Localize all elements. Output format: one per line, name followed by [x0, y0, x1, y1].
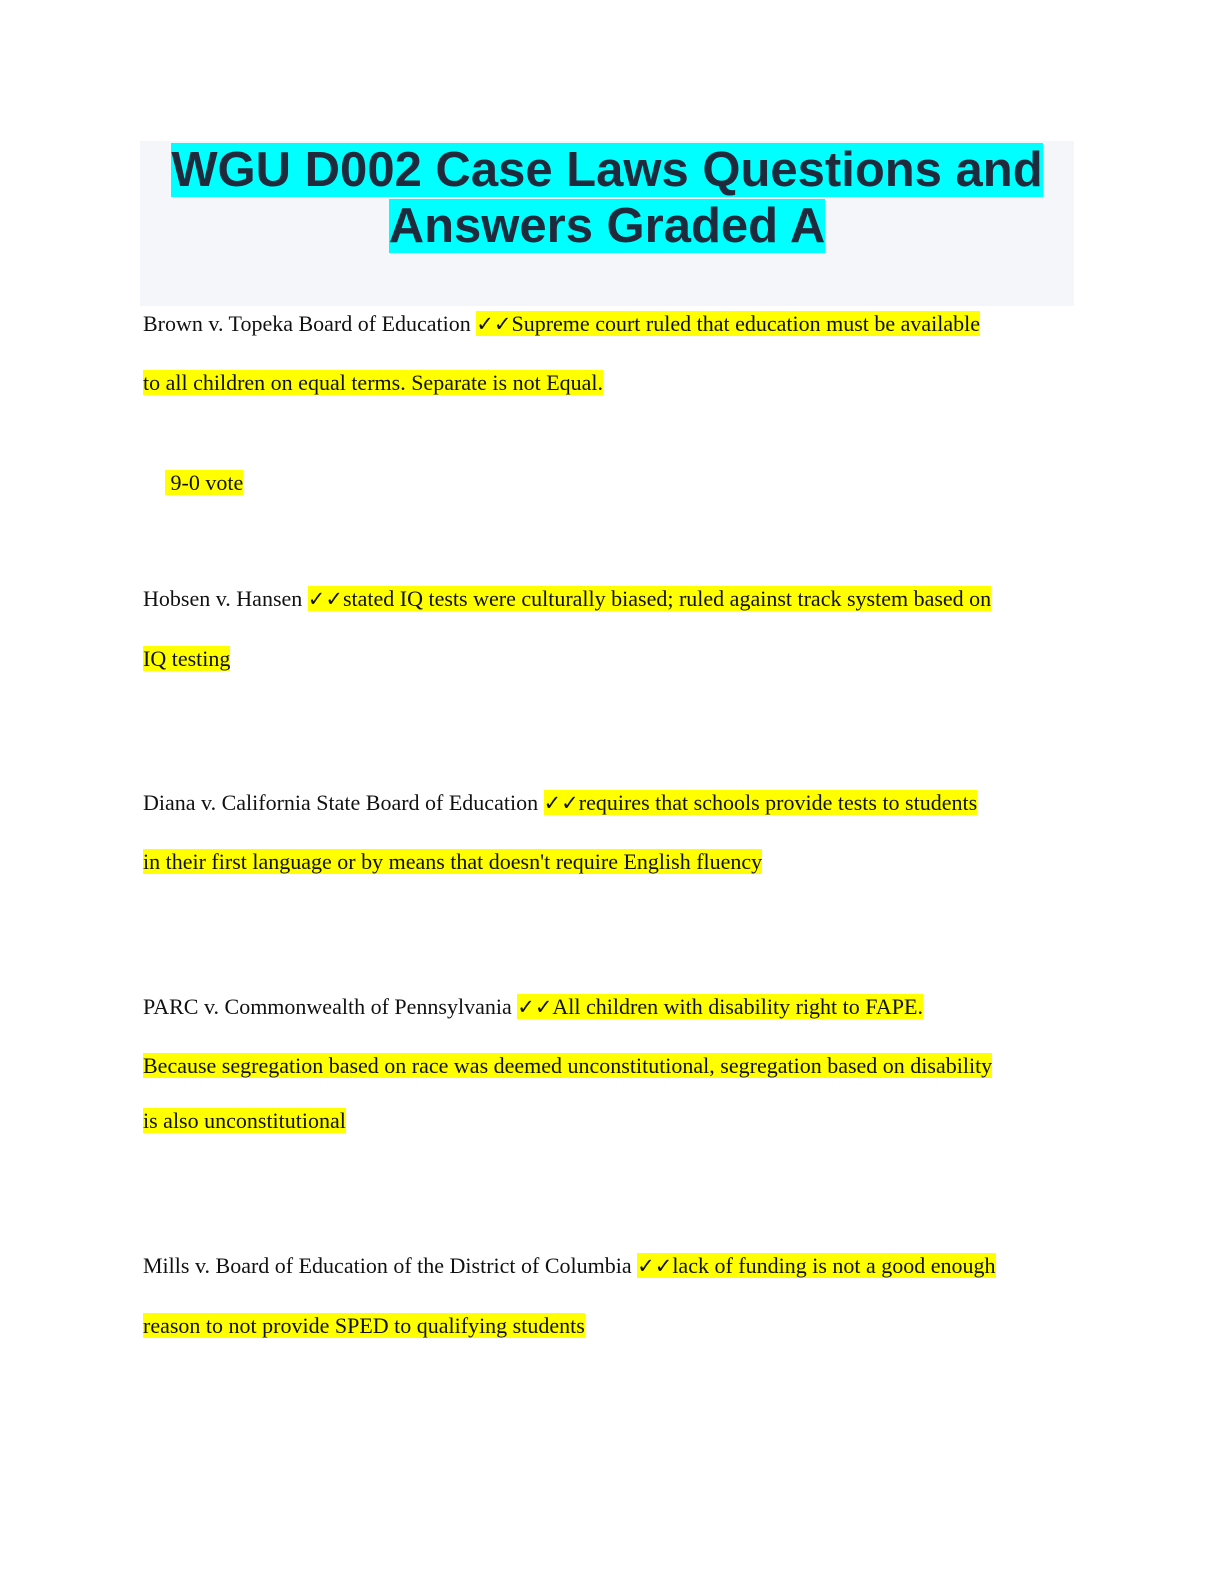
answer-text: reason to not provide SPED to qualifying students	[143, 1313, 585, 1338]
answer-text: 9-0 vote	[165, 470, 244, 495]
entry-brown-line-1	[143, 309, 980, 339]
entry-diana-line-2	[143, 847, 762, 877]
case-name: Brown v. Topeka Board of Education	[143, 311, 471, 336]
entry-hobsen-line-1	[143, 584, 991, 614]
answer-text: Because segregation based on race was deemed unconstitutional, segregation based on disability	[143, 1053, 993, 1078]
entry-brown-line-2	[143, 368, 603, 398]
double-check-icon: ✓✓	[307, 587, 343, 611]
case-name: Diana v. California State Board of Education	[143, 790, 539, 815]
case-name: Mills v. Board of Education of the District of Columbia	[143, 1253, 632, 1278]
entry-diana-line-1	[143, 788, 977, 818]
double-check-icon: ✓✓	[476, 312, 512, 336]
entry-mills-line-2	[143, 1311, 585, 1341]
case-name: Hobsen v. Hansen	[143, 586, 303, 611]
answer-text: stated IQ tests were culturally biased; ruled against track system based on	[342, 586, 992, 611]
title-line-2: Answers Graded A	[388, 199, 826, 253]
answer-text: IQ testing	[143, 646, 231, 671]
answer-text: is also unconstitutional	[143, 1108, 346, 1133]
title-line-1: WGU D002 Case Laws Questions and	[171, 143, 1043, 197]
answer-text: Supreme court ruled that education must be available	[511, 311, 981, 336]
entry-parc-line-1	[143, 992, 923, 1022]
double-check-icon: ✓✓	[637, 1254, 673, 1278]
answer-highlight	[637, 1253, 995, 1278]
answer-text: All children with disability right to FAPE.	[552, 994, 923, 1019]
answer-text: to all children on equal terms. Separate is not Equal.	[143, 370, 604, 395]
answer-highlight	[517, 994, 923, 1019]
answer-highlight	[476, 311, 980, 336]
entry-hobsen-line-2	[143, 644, 230, 674]
answer-highlight	[308, 586, 991, 611]
double-check-icon: ✓✓	[543, 791, 579, 815]
answer-highlight	[544, 790, 978, 815]
answer-text: in their first language or by means that doesn't require English fluency	[143, 849, 763, 874]
answer-text: lack of funding is not a good enough	[672, 1253, 996, 1278]
case-name: PARC v. Commonwealth of Pennsylvania	[143, 994, 512, 1019]
entry-mills-line-1	[143, 1251, 996, 1281]
double-check-icon: ✓✓	[517, 995, 553, 1019]
entry-parc-line-2	[143, 1051, 992, 1081]
answer-text: requires that schools provide tests to students	[578, 790, 978, 815]
entry-parc-line-3	[143, 1106, 346, 1136]
entry-brown-line-3	[143, 438, 243, 528]
document-title	[140, 142, 1074, 254]
